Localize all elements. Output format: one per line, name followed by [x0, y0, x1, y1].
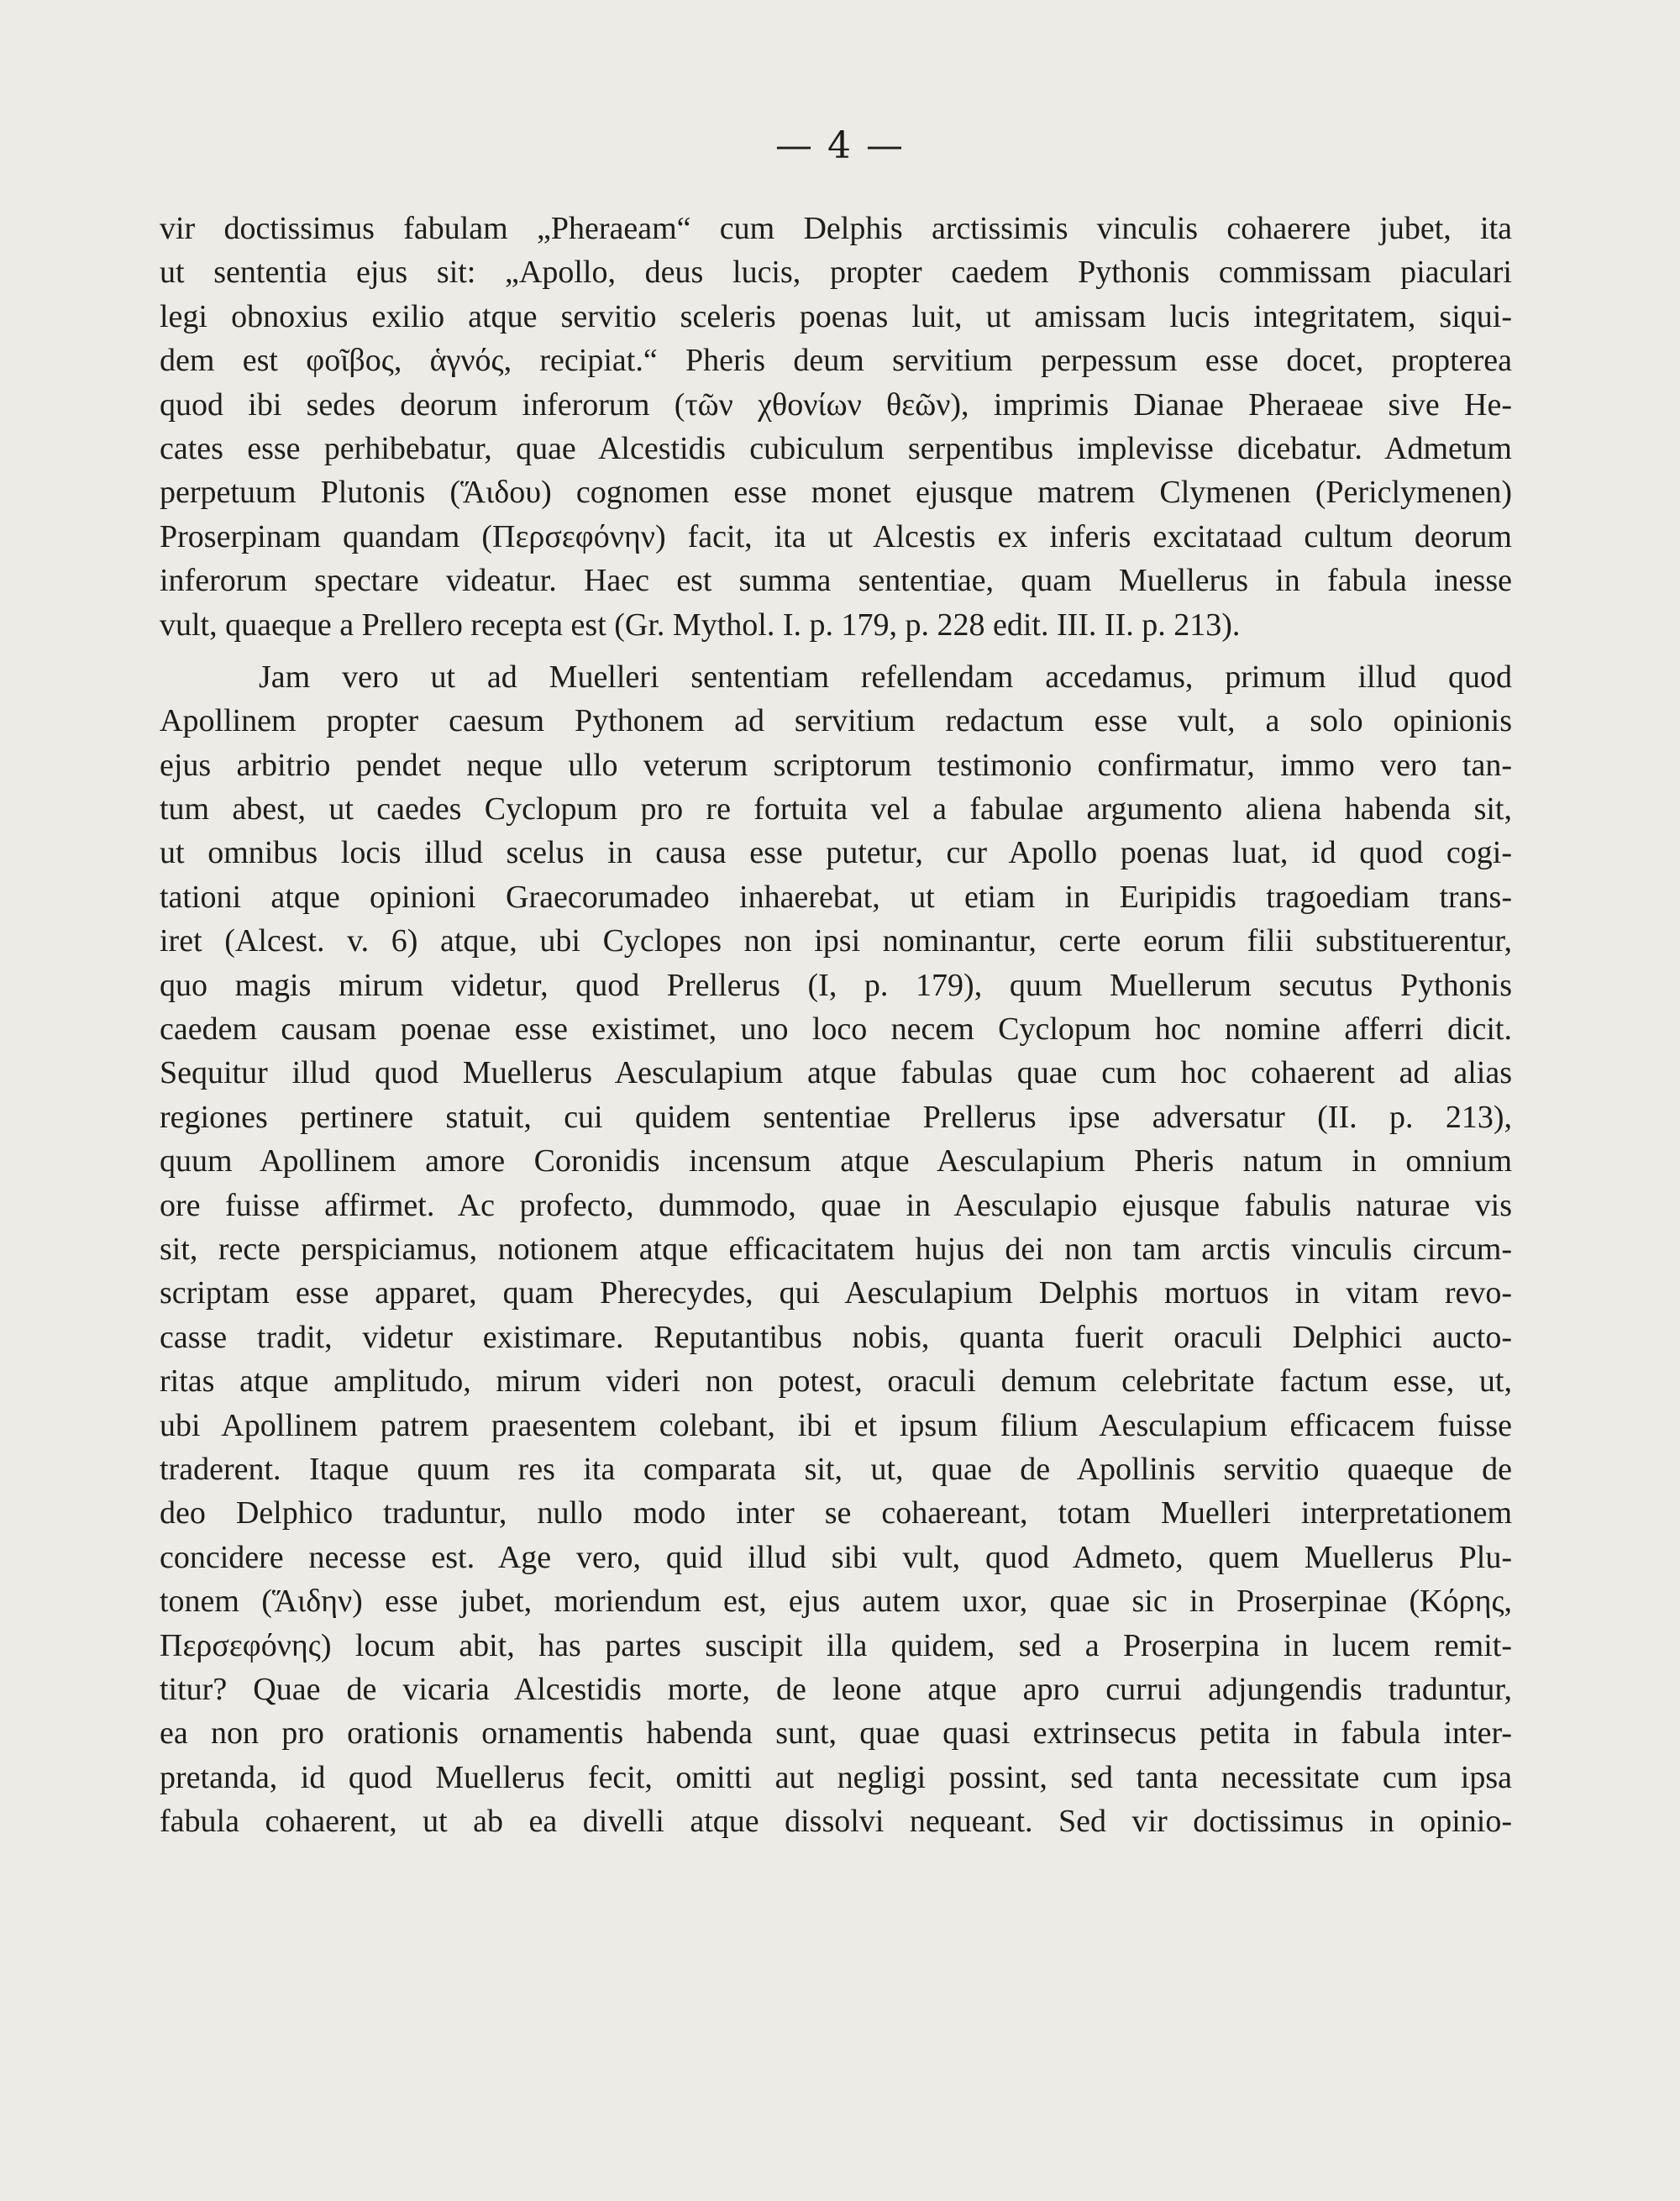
- text-line: pretanda, id quod Muellerus fecit, omitti aut negligi possint, sed tanta necessitate cum ipsa: [160, 1759, 1512, 1795]
- text-line: caedem causam poenae esse existimet, uno loco necem Cyclopum hoc nomine afferri dicit.: [160, 1011, 1512, 1048]
- paragraph: [160, 655, 1512, 1844]
- text-line: dem est φοῖβος, ἁγνός, recipiat.“ Pheris deum servitium perpessum esse docet, propterea: [160, 343, 1512, 379]
- text-line: fabula cohaerent, ut ab ea divelli atque dissolvi nequeant. Sed vir doctissimus in opinio-: [160, 1804, 1512, 1840]
- text-line: vult, quaeque a Prellero recepta est (Gr. Mythol. I. p. 179, p. 228 edit. III. II. p. 213).: [160, 607, 1241, 643]
- text-line: deo Delphico traduntur, nullo modo inter se cohaereant, totam Muelleri interpretationem: [160, 1495, 1512, 1531]
- text-line: scriptam esse apparet, quam Pherecydes, qui Aesculapium Delphis mortuos in vitam revo-: [160, 1275, 1512, 1311]
- text-line: tum abest, ut caedes Cyclopum pro re fortuita vel a fabulae argumento aliena habenda sit,: [160, 791, 1512, 827]
- text-line: traderent. Itaque quum res ita comparata sit, ut, quae de Apollinis servitio quaeque de: [160, 1451, 1512, 1487]
- text-line: titur? Quae de vicaria Alcestidis morte, de leone atque apro currui adjungendis traduntur,: [160, 1671, 1512, 1707]
- page-number: — 4 —: [775, 124, 905, 167]
- text-line: Sequitur illud quod Muellerus Aesculapium atque fabulas quae cum hoc cohaerent ad alias: [160, 1055, 1512, 1091]
- text-line: cates esse perhibebatur, quae Alcestidis cubiculum serpentibus implevisse dicebatur. Admetum: [160, 430, 1512, 466]
- text-line: inferorum spectare videatur. Haec est summa sententiae, quam Muellerus in fabula inesse: [160, 563, 1512, 599]
- text-line: legi obnoxius exilio atque servitio sceleris poenas luit, ut amissam lucis integritatem, siqui-: [160, 298, 1512, 334]
- text-line: vir doctissimus fabulam „Pheraeam“ cum Delphis arctissimis vinculis cohaerere jubet, ita: [160, 211, 1512, 246]
- paragraph-gap: [160, 647, 1512, 655]
- text-line: concidere necesse est. Age vero, quid illud sibi vult, quod Admeto, quem Muellerus Plu-: [160, 1539, 1512, 1575]
- text-line: perpetuum Plutonis (Ἅιδου) cognomen esse monet ejusque matrem Clymenen (Periclymenen): [160, 475, 1512, 511]
- paragraph: [160, 207, 1512, 647]
- text-line: ea non pro orationis ornamentis habenda sunt, quae quasi extrinsecus petita in fabula inter-: [160, 1715, 1512, 1752]
- text-line: sit, recte perspiciamus, notionem atque efficacitatem hujus dei non tam arctis vinculis circum-: [160, 1231, 1512, 1267]
- text-line: ritas atque amplitudo, mirum videri non potest, oraculi demum celebritate factum esse, ut,: [160, 1363, 1512, 1400]
- text-line: Proserpinam quandam (Περσεφόνην) facit, ita ut Alcestis ex inferis excitataad cultum deorum: [160, 518, 1512, 554]
- text-line: quum Apollinem amore Coronidis incensum atque Aesculapium Pheris natum in omnium: [160, 1143, 1512, 1179]
- text-line: ut omnibus locis illud scelus in causa esse putetur, cur Apollo poenas luat, id quod cogi-: [160, 835, 1512, 871]
- text-line: iret (Alcest. v. 6) atque, ubi Cyclopes non ipsi nominantur, certe eorum filii substituerentur,: [160, 923, 1512, 959]
- text-line: tonem (Ἅιδην) esse jubet, moriendum est, ejus autem uxor, quae sic in Proserpinae (Κόρης,: [160, 1584, 1512, 1620]
- text-line: Jam vero ut ad Muelleri sententiam refellendam accedamus, primum illud quod: [259, 659, 1512, 695]
- text-line: quod ibi sedes deorum inferorum (τῶν χθονίων θεῶν), imprimis Dianae Pheraeae sive He-: [160, 386, 1512, 423]
- text-line: ejus arbitrio pendet neque ullo veterum scriptorum testimonio confirmatur, immo vero tan-: [160, 747, 1512, 783]
- text-line: Apollinem propter caesum Pythonem ad servitium redactum esse vult, a solo opinionis: [160, 703, 1512, 739]
- text-line: ut sententia ejus sit: „Apollo, deus lucis, propter caedem Pythonis commissam piaculari: [160, 255, 1512, 291]
- body-text: [160, 207, 1512, 1843]
- text-line: regiones pertinere statuit, cui quidem sententiae Prellerus ipse adversatur (II. p. 213),: [160, 1099, 1512, 1135]
- text-line: tationi atque opinioni Graecorumadeo inhaerebat, ut etiam in Euripidis tragoediam trans-: [160, 879, 1512, 915]
- text-line: Περσεφόνης) locum abit, has partes suscipit illa quidem, sed a Proserpina in lucem remit-: [160, 1627, 1512, 1663]
- text-line: casse tradit, videtur existimare. Reputantibus nobis, quanta fuerit oraculi Delphici aucto-: [160, 1319, 1512, 1355]
- text-line: ore fuisse affirmet. Ac profecto, dummodo, quae in Aesculapio ejusque fabulis naturae vis: [160, 1187, 1512, 1223]
- text-line: ubi Apollinem patrem praesentem colebant, ibi et ipsum filium Aesculapium efficacem fuisse: [160, 1407, 1512, 1443]
- text-line: quo magis mirum videtur, quod Prellerus (I, p. 179), quum Muellerum secutus Pythonis: [160, 967, 1512, 1003]
